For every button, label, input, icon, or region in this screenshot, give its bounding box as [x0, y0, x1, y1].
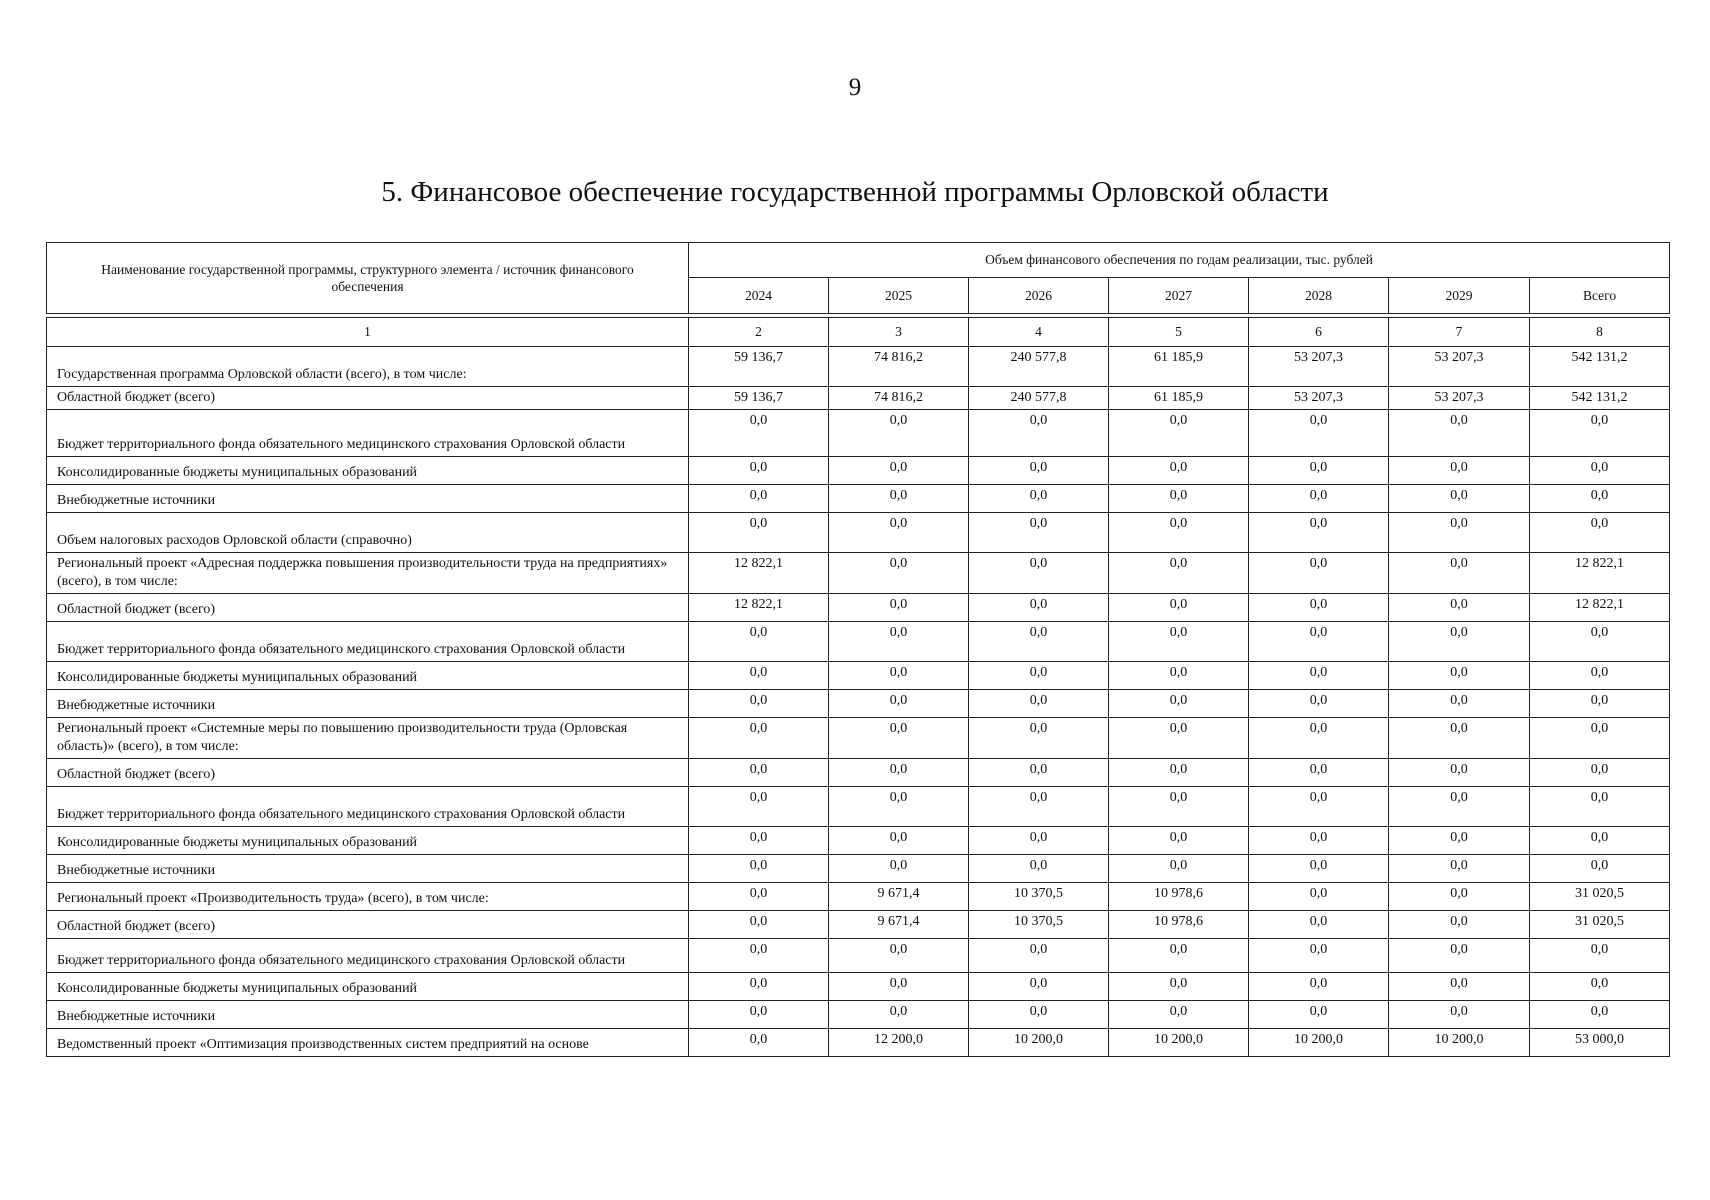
column-number-row — [47, 318, 1670, 347]
table-row — [47, 553, 1670, 594]
column-number: 2 — [689, 318, 829, 347]
row-year-value: 0,0 — [969, 690, 1109, 718]
row-year-value: 0,0 — [1249, 662, 1389, 690]
row-year-value: 0,0 — [969, 594, 1109, 622]
row-year-value: 0,0 — [1109, 410, 1249, 457]
row-year-value: 0,0 — [969, 553, 1109, 594]
row-year-value: 0,0 — [689, 939, 829, 973]
column-number: 8 — [1530, 318, 1670, 347]
table-row — [47, 662, 1670, 690]
row-year-value: 0,0 — [829, 690, 969, 718]
row-year-value: 0,0 — [1389, 410, 1530, 457]
row-year-value: 0,0 — [689, 973, 829, 1001]
row-label: Бюджет территориального фонда обязательного медицинского страхования Орловской области — [47, 622, 689, 662]
financing-table — [46, 242, 1670, 1057]
table-row — [47, 622, 1670, 662]
row-year-value: 9 671,4 — [829, 883, 969, 911]
row-year-value: 0,0 — [1249, 973, 1389, 1001]
row-label: Государственная программа Орловской области (всего), в том числе: — [47, 347, 689, 387]
row-year-value: 0,0 — [1249, 787, 1389, 827]
row-label: Бюджет территориального фонда обязательного медицинского страхования Орловской области — [47, 939, 689, 973]
row-year-value: 12 200,0 — [829, 1029, 969, 1057]
row-label: Областной бюджет (всего) — [47, 759, 689, 787]
row-year-value: 0,0 — [689, 827, 829, 855]
financing-table-container — [46, 242, 1669, 1057]
row-year-value: 0,0 — [1389, 553, 1530, 594]
row-label: Внебюджетные источники — [47, 855, 689, 883]
row-year-value: 0,0 — [1109, 622, 1249, 662]
row-year-value: 0,0 — [1249, 1001, 1389, 1029]
row-year-value: 0,0 — [1389, 855, 1530, 883]
column-number: 5 — [1109, 318, 1249, 347]
header-year-2024: 2024 — [689, 278, 829, 314]
row-year-value: 0,0 — [829, 759, 969, 787]
row-year-value: 0,0 — [1249, 759, 1389, 787]
row-year-value: 0,0 — [1389, 827, 1530, 855]
row-year-value: 240 577,8 — [969, 387, 1109, 410]
row-year-value: 0,0 — [689, 662, 829, 690]
row-label: Консолидированные бюджеты муниципальных образований — [47, 457, 689, 485]
section-title: 5. Финансовое обеспечение государственной программы Орловской области — [381, 176, 1329, 208]
row-year-value: 0,0 — [1249, 855, 1389, 883]
row-label: Региональный проект «Системные меры по повышению производительности труда (Орловская область)» (всего), в том числе: — [47, 718, 689, 759]
row-year-value: 0,0 — [1249, 827, 1389, 855]
row-total-value: 12 822,1 — [1530, 553, 1670, 594]
row-year-value: 12 822,1 — [689, 553, 829, 594]
row-label: Внебюджетные источники — [47, 485, 689, 513]
row-year-value: 0,0 — [969, 939, 1109, 973]
row-year-value: 0,0 — [1249, 410, 1389, 457]
row-year-value: 0,0 — [1249, 883, 1389, 911]
table-body — [47, 347, 1670, 1057]
row-year-value: 10 370,5 — [969, 883, 1109, 911]
row-total-value: 0,0 — [1530, 1001, 1670, 1029]
row-year-value: 10 200,0 — [1249, 1029, 1389, 1057]
row-year-value: 0,0 — [969, 787, 1109, 827]
row-year-value: 0,0 — [1109, 787, 1249, 827]
row-year-value: 9 671,4 — [829, 911, 969, 939]
row-year-value: 0,0 — [1249, 594, 1389, 622]
row-year-value: 0,0 — [1109, 973, 1249, 1001]
row-year-value: 0,0 — [829, 973, 969, 1001]
row-total-value: 0,0 — [1530, 759, 1670, 787]
row-label: Консолидированные бюджеты муниципальных образований — [47, 662, 689, 690]
row-total-value: 542 131,2 — [1530, 387, 1670, 410]
row-year-value: 0,0 — [1389, 973, 1530, 1001]
header-year-2028: 2028 — [1249, 278, 1389, 314]
row-year-value: 0,0 — [1249, 553, 1389, 594]
row-year-value: 0,0 — [1109, 485, 1249, 513]
header-year-2027: 2027 — [1109, 278, 1249, 314]
row-total-value: 0,0 — [1530, 855, 1670, 883]
row-year-value: 0,0 — [1389, 787, 1530, 827]
row-year-value: 0,0 — [1109, 662, 1249, 690]
table-row — [47, 485, 1670, 513]
table-row — [47, 827, 1670, 855]
row-label: Региональный проект «Адресная поддержка повышения производительности труда на предприятиях» (всего), в том числе: — [47, 553, 689, 594]
column-number: 1 — [47, 318, 689, 347]
row-year-value: 0,0 — [689, 410, 829, 457]
row-year-value: 0,0 — [689, 759, 829, 787]
row-year-value: 0,0 — [829, 622, 969, 662]
row-year-value: 0,0 — [829, 718, 969, 759]
row-year-value: 240 577,8 — [969, 347, 1109, 387]
header-total: Всего — [1530, 278, 1670, 314]
row-year-value: 0,0 — [689, 622, 829, 662]
row-year-value: 0,0 — [969, 457, 1109, 485]
table-row — [47, 387, 1670, 410]
row-year-value: 0,0 — [969, 759, 1109, 787]
row-year-value: 53 207,3 — [1249, 347, 1389, 387]
header-funding-group: Объем финансового обеспечения по годам реализации, тыс. рублей — [689, 243, 1670, 278]
row-year-value: 0,0 — [829, 485, 969, 513]
row-year-value: 61 185,9 — [1109, 387, 1249, 410]
row-total-value: 0,0 — [1530, 718, 1670, 759]
header-year-2025: 2025 — [829, 278, 969, 314]
row-year-value: 10 978,6 — [1109, 883, 1249, 911]
row-year-value: 0,0 — [969, 855, 1109, 883]
column-number: 3 — [829, 318, 969, 347]
table-row — [47, 347, 1670, 387]
row-year-value: 53 207,3 — [1249, 387, 1389, 410]
row-year-value: 61 185,9 — [1109, 347, 1249, 387]
row-year-value: 0,0 — [689, 911, 829, 939]
row-label: Консолидированные бюджеты муниципальных образований — [47, 827, 689, 855]
table-row — [47, 690, 1670, 718]
header-year-2029: 2029 — [1389, 278, 1530, 314]
row-year-value: 0,0 — [1249, 718, 1389, 759]
column-number: 7 — [1389, 318, 1530, 347]
row-year-value: 0,0 — [969, 1001, 1109, 1029]
row-year-value: 74 816,2 — [829, 347, 969, 387]
table-row — [47, 1001, 1670, 1029]
row-year-value: 0,0 — [969, 485, 1109, 513]
row-year-value: 0,0 — [829, 513, 969, 553]
row-label: Областной бюджет (всего) — [47, 387, 689, 410]
row-year-value: 0,0 — [1249, 457, 1389, 485]
row-year-value: 0,0 — [1389, 622, 1530, 662]
table-row — [47, 594, 1670, 622]
row-year-value: 0,0 — [1389, 457, 1530, 485]
row-year-value: 0,0 — [1249, 513, 1389, 553]
row-label: Областной бюджет (всего) — [47, 911, 689, 939]
row-total-value: 0,0 — [1530, 457, 1670, 485]
row-year-value: 0,0 — [829, 787, 969, 827]
row-year-value: 0,0 — [1389, 594, 1530, 622]
table-row — [47, 855, 1670, 883]
row-year-value: 0,0 — [1109, 939, 1249, 973]
row-year-value: 0,0 — [969, 513, 1109, 553]
row-total-value: 0,0 — [1530, 827, 1670, 855]
row-year-value: 74 816,2 — [829, 387, 969, 410]
row-total-value: 0,0 — [1530, 787, 1670, 827]
row-year-value: 0,0 — [829, 939, 969, 973]
row-label: Бюджет территориального фонда обязательного медицинского страхования Орловской области — [47, 410, 689, 457]
row-year-value: 53 207,3 — [1389, 387, 1530, 410]
row-total-value: 0,0 — [1530, 690, 1670, 718]
row-year-value: 0,0 — [1109, 827, 1249, 855]
table-row — [47, 718, 1670, 759]
row-year-value: 0,0 — [829, 457, 969, 485]
row-year-value: 0,0 — [1109, 759, 1249, 787]
row-year-value: 0,0 — [1389, 485, 1530, 513]
row-year-value: 0,0 — [1109, 457, 1249, 485]
row-year-value: 0,0 — [689, 718, 829, 759]
row-year-value: 0,0 — [1109, 718, 1249, 759]
row-total-value: 0,0 — [1530, 662, 1670, 690]
row-year-value: 59 136,7 — [689, 387, 829, 410]
row-year-value: 59 136,7 — [689, 347, 829, 387]
row-total-value: 542 131,2 — [1530, 347, 1670, 387]
row-year-value: 0,0 — [689, 883, 829, 911]
row-year-value: 0,0 — [969, 718, 1109, 759]
row-label: Объем налоговых расходов Орловской области (справочно) — [47, 513, 689, 553]
header-year-2026: 2026 — [969, 278, 1109, 314]
row-year-value: 0,0 — [1249, 690, 1389, 718]
row-year-value: 0,0 — [1389, 662, 1530, 690]
row-year-value: 0,0 — [969, 622, 1109, 662]
row-year-value: 0,0 — [969, 410, 1109, 457]
row-year-value: 0,0 — [689, 485, 829, 513]
table-row — [47, 911, 1670, 939]
row-year-value: 10 370,5 — [969, 911, 1109, 939]
column-number: 6 — [1249, 318, 1389, 347]
row-year-value: 0,0 — [689, 1001, 829, 1029]
row-total-value: 0,0 — [1530, 485, 1670, 513]
row-year-value: 0,0 — [829, 1001, 969, 1029]
row-year-value: 10 200,0 — [1109, 1029, 1249, 1057]
row-year-value: 0,0 — [1389, 1001, 1530, 1029]
row-year-value: 0,0 — [969, 827, 1109, 855]
row-label: Региональный проект «Производительность труда» (всего), в том числе: — [47, 883, 689, 911]
row-total-value: 31 020,5 — [1530, 911, 1670, 939]
row-label: Бюджет территориального фонда обязательного медицинского страхования Орловской области — [47, 787, 689, 827]
row-year-value: 0,0 — [1389, 883, 1530, 911]
row-label: Областной бюджет (всего) — [47, 594, 689, 622]
row-year-value: 0,0 — [689, 1029, 829, 1057]
row-label: Консолидированные бюджеты муниципальных образований — [47, 973, 689, 1001]
table-row — [47, 1029, 1670, 1057]
row-year-value: 53 207,3 — [1389, 347, 1530, 387]
row-year-value: 0,0 — [829, 410, 969, 457]
row-year-value: 0,0 — [1109, 1001, 1249, 1029]
page-number: 9 — [848, 74, 862, 101]
row-total-value: 53 000,0 — [1530, 1029, 1670, 1057]
row-year-value: 0,0 — [689, 855, 829, 883]
row-year-value: 0,0 — [1389, 911, 1530, 939]
table-row — [47, 939, 1670, 973]
row-year-value: 0,0 — [969, 973, 1109, 1001]
row-year-value: 0,0 — [1249, 939, 1389, 973]
row-year-value: 0,0 — [1109, 855, 1249, 883]
column-number: 4 — [969, 318, 1109, 347]
row-year-value: 0,0 — [689, 513, 829, 553]
row-year-value: 0,0 — [689, 690, 829, 718]
row-total-value: 0,0 — [1530, 939, 1670, 973]
table-row — [47, 787, 1670, 827]
row-total-value: 0,0 — [1530, 513, 1670, 553]
table-row — [47, 759, 1670, 787]
row-year-value: 0,0 — [689, 457, 829, 485]
header-name-column: Наименование государственной программы, структурного элемента / источник финансового обеспечения — [47, 243, 689, 314]
row-year-value: 0,0 — [1389, 513, 1530, 553]
row-label: Внебюджетные источники — [47, 690, 689, 718]
table-row — [47, 410, 1670, 457]
row-year-value: 0,0 — [1389, 939, 1530, 973]
row-year-value: 0,0 — [1109, 553, 1249, 594]
row-year-value: 12 822,1 — [689, 594, 829, 622]
row-year-value: 0,0 — [1109, 513, 1249, 553]
row-year-value: 0,0 — [1389, 718, 1530, 759]
row-year-value: 0,0 — [829, 553, 969, 594]
table-row — [47, 883, 1670, 911]
row-total-value: 31 020,5 — [1530, 883, 1670, 911]
row-total-value: 0,0 — [1530, 622, 1670, 662]
row-year-value: 0,0 — [1249, 622, 1389, 662]
row-year-value: 10 200,0 — [1389, 1029, 1530, 1057]
row-label: Внебюджетные источники — [47, 1001, 689, 1029]
row-year-value: 0,0 — [1249, 911, 1389, 939]
row-year-value: 0,0 — [829, 855, 969, 883]
row-year-value: 0,0 — [1249, 485, 1389, 513]
row-year-value: 0,0 — [1389, 690, 1530, 718]
table-row — [47, 457, 1670, 485]
row-total-value: 0,0 — [1530, 973, 1670, 1001]
row-year-value: 0,0 — [829, 594, 969, 622]
row-year-value: 10 200,0 — [969, 1029, 1109, 1057]
row-total-value: 0,0 — [1530, 410, 1670, 457]
row-year-value: 0,0 — [689, 787, 829, 827]
row-total-value: 12 822,1 — [1530, 594, 1670, 622]
row-year-value: 0,0 — [829, 827, 969, 855]
row-year-value: 0,0 — [1109, 690, 1249, 718]
row-year-value: 0,0 — [1109, 594, 1249, 622]
table-row — [47, 973, 1670, 1001]
row-label: Ведомственный проект «Оптимизация производственных систем предприятий на основе — [47, 1029, 689, 1057]
row-year-value: 0,0 — [829, 662, 969, 690]
table-row — [47, 513, 1670, 553]
row-year-value: 0,0 — [1389, 759, 1530, 787]
row-year-value: 10 978,6 — [1109, 911, 1249, 939]
row-year-value: 0,0 — [969, 662, 1109, 690]
